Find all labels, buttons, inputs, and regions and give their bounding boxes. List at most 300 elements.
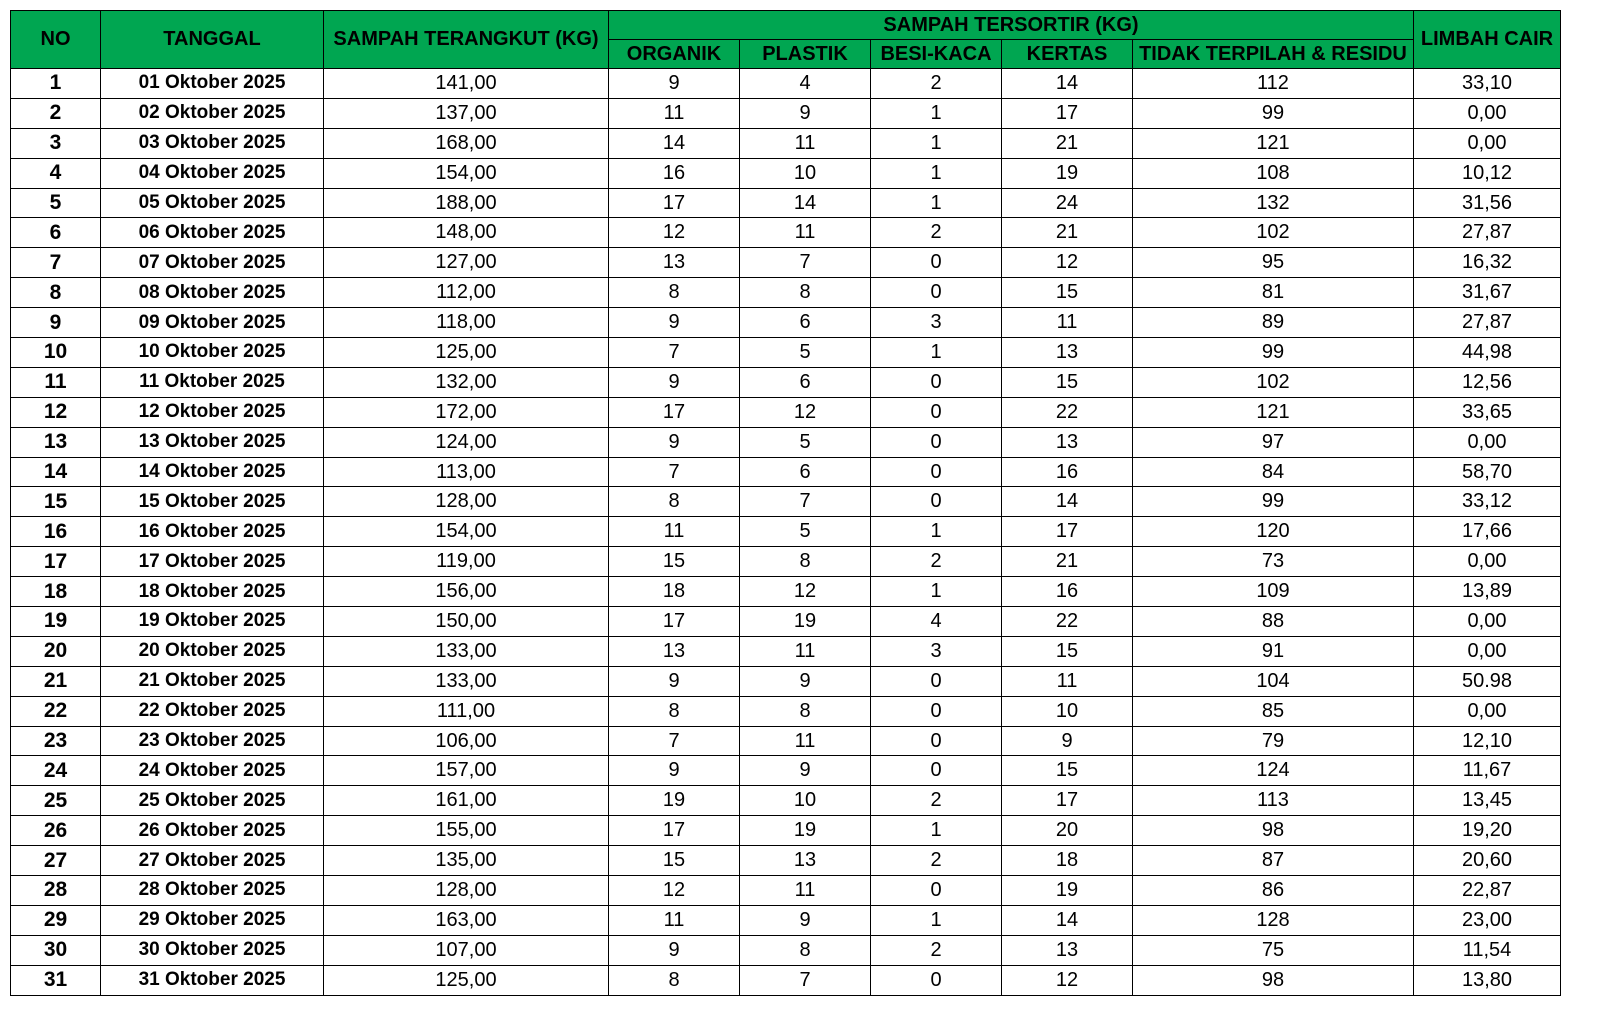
cell-limbah-cair: 19,20 xyxy=(1414,816,1561,846)
cell-kertas: 12 xyxy=(1002,965,1133,995)
cell-besi-kaca: 0 xyxy=(871,756,1002,786)
cell-limbah-cair: 22,87 xyxy=(1414,876,1561,906)
cell-tanggal: 25 Oktober 2025 xyxy=(101,786,324,816)
cell-tanggal: 15 Oktober 2025 xyxy=(101,487,324,517)
cell-organik: 8 xyxy=(609,696,740,726)
cell-kertas: 13 xyxy=(1002,427,1133,457)
cell-besi-kaca: 3 xyxy=(871,636,1002,666)
cell-sampah-terangkut: 128,00 xyxy=(324,487,609,517)
cell-sampah-terangkut: 125,00 xyxy=(324,965,609,995)
cell-no: 19 xyxy=(11,607,101,637)
cell-no: 12 xyxy=(11,397,101,427)
cell-plastik: 8 xyxy=(740,935,871,965)
table-row xyxy=(11,696,1561,726)
cell-tanggal: 12 Oktober 2025 xyxy=(101,397,324,427)
table-row xyxy=(11,756,1561,786)
cell-sampah-terangkut: 119,00 xyxy=(324,547,609,577)
cell-limbah-cair: 20,60 xyxy=(1414,846,1561,876)
cell-limbah-cair: 33,12 xyxy=(1414,487,1561,517)
cell-no: 30 xyxy=(11,935,101,965)
table-row xyxy=(11,547,1561,577)
cell-tidak-terpilah: 112 xyxy=(1133,69,1414,99)
table-row xyxy=(11,726,1561,756)
cell-plastik: 13 xyxy=(740,846,871,876)
cell-organik: 9 xyxy=(609,367,740,397)
cell-kertas: 15 xyxy=(1002,367,1133,397)
cell-plastik: 10 xyxy=(740,786,871,816)
cell-limbah-cair: 27,87 xyxy=(1414,218,1561,248)
table-row xyxy=(11,158,1561,188)
cell-tidak-terpilah: 98 xyxy=(1133,965,1414,995)
table-row xyxy=(11,98,1561,128)
cell-no: 18 xyxy=(11,577,101,607)
cell-besi-kaca: 1 xyxy=(871,577,1002,607)
table-row xyxy=(11,846,1561,876)
cell-sampah-terangkut: 154,00 xyxy=(324,158,609,188)
cell-limbah-cair: 0,00 xyxy=(1414,636,1561,666)
cell-besi-kaca: 1 xyxy=(871,128,1002,158)
cell-tidak-terpilah: 109 xyxy=(1133,577,1414,607)
cell-besi-kaca: 0 xyxy=(871,666,1002,696)
cell-kertas: 13 xyxy=(1002,338,1133,368)
table-row xyxy=(11,786,1561,816)
cell-sampah-terangkut: 155,00 xyxy=(324,816,609,846)
cell-no: 10 xyxy=(11,338,101,368)
cell-besi-kaca: 3 xyxy=(871,308,1002,338)
cell-limbah-cair: 13,45 xyxy=(1414,786,1561,816)
cell-besi-kaca: 2 xyxy=(871,69,1002,99)
cell-organik: 11 xyxy=(609,517,740,547)
cell-no: 15 xyxy=(11,487,101,517)
cell-tanggal: 05 Oktober 2025 xyxy=(101,188,324,218)
cell-tidak-terpilah: 84 xyxy=(1133,457,1414,487)
cell-no: 17 xyxy=(11,547,101,577)
cell-sampah-terangkut: 127,00 xyxy=(324,248,609,278)
cell-tanggal: 10 Oktober 2025 xyxy=(101,338,324,368)
cell-besi-kaca: 0 xyxy=(871,248,1002,278)
cell-sampah-terangkut: 163,00 xyxy=(324,905,609,935)
cell-tanggal: 26 Oktober 2025 xyxy=(101,816,324,846)
cell-limbah-cair: 17,66 xyxy=(1414,517,1561,547)
cell-plastik: 11 xyxy=(740,636,871,666)
cell-organik: 11 xyxy=(609,98,740,128)
cell-plastik: 6 xyxy=(740,457,871,487)
cell-plastik: 9 xyxy=(740,666,871,696)
cell-limbah-cair: 0,00 xyxy=(1414,547,1561,577)
cell-no: 24 xyxy=(11,756,101,786)
cell-no: 9 xyxy=(11,308,101,338)
cell-tanggal: 21 Oktober 2025 xyxy=(101,666,324,696)
cell-limbah-cair: 16,32 xyxy=(1414,248,1561,278)
header-kertas: KERTAS xyxy=(1002,40,1133,69)
cell-kertas: 24 xyxy=(1002,188,1133,218)
table-row xyxy=(11,816,1561,846)
cell-organik: 17 xyxy=(609,188,740,218)
cell-sampah-terangkut: 125,00 xyxy=(324,338,609,368)
cell-tanggal: 13 Oktober 2025 xyxy=(101,427,324,457)
cell-tanggal: 07 Oktober 2025 xyxy=(101,248,324,278)
table-row xyxy=(11,367,1561,397)
cell-sampah-terangkut: 157,00 xyxy=(324,756,609,786)
cell-no: 22 xyxy=(11,696,101,726)
cell-tidak-terpilah: 89 xyxy=(1133,308,1414,338)
cell-tanggal: 11 Oktober 2025 xyxy=(101,367,324,397)
table-row xyxy=(11,487,1561,517)
cell-besi-kaca: 0 xyxy=(871,278,1002,308)
cell-tanggal: 02 Oktober 2025 xyxy=(101,98,324,128)
cell-organik: 17 xyxy=(609,607,740,637)
cell-tanggal: 18 Oktober 2025 xyxy=(101,577,324,607)
cell-tanggal: 01 Oktober 2025 xyxy=(101,69,324,99)
cell-kertas: 21 xyxy=(1002,128,1133,158)
cell-plastik: 12 xyxy=(740,577,871,607)
cell-tidak-terpilah: 121 xyxy=(1133,397,1414,427)
cell-kertas: 17 xyxy=(1002,98,1133,128)
cell-plastik: 6 xyxy=(740,367,871,397)
cell-tanggal: 03 Oktober 2025 xyxy=(101,128,324,158)
cell-sampah-terangkut: 161,00 xyxy=(324,786,609,816)
cell-no: 5 xyxy=(11,188,101,218)
cell-besi-kaca: 1 xyxy=(871,905,1002,935)
table-row xyxy=(11,128,1561,158)
cell-organik: 9 xyxy=(609,666,740,696)
cell-organik: 7 xyxy=(609,338,740,368)
cell-limbah-cair: 44,98 xyxy=(1414,338,1561,368)
cell-kertas: 13 xyxy=(1002,935,1133,965)
cell-organik: 9 xyxy=(609,756,740,786)
cell-besi-kaca: 0 xyxy=(871,397,1002,427)
cell-sampah-terangkut: 150,00 xyxy=(324,607,609,637)
header-plastik: PLASTIK xyxy=(740,40,871,69)
cell-tanggal: 23 Oktober 2025 xyxy=(101,726,324,756)
cell-organik: 12 xyxy=(609,218,740,248)
cell-plastik: 12 xyxy=(740,397,871,427)
cell-tidak-terpilah: 85 xyxy=(1133,696,1414,726)
header-besi-kaca: BESI-KACA xyxy=(871,40,1002,69)
cell-kertas: 11 xyxy=(1002,666,1133,696)
cell-organik: 15 xyxy=(609,846,740,876)
cell-organik: 9 xyxy=(609,308,740,338)
cell-sampah-terangkut: 133,00 xyxy=(324,666,609,696)
cell-kertas: 17 xyxy=(1002,517,1133,547)
cell-besi-kaca: 0 xyxy=(871,726,1002,756)
cell-organik: 14 xyxy=(609,128,740,158)
cell-plastik: 10 xyxy=(740,158,871,188)
cell-limbah-cair: 0,00 xyxy=(1414,128,1561,158)
cell-kertas: 21 xyxy=(1002,547,1133,577)
table-row xyxy=(11,636,1561,666)
cell-no: 20 xyxy=(11,636,101,666)
cell-limbah-cair: 13,80 xyxy=(1414,965,1561,995)
cell-no: 23 xyxy=(11,726,101,756)
header-no: NO xyxy=(11,11,101,69)
cell-limbah-cair: 0,00 xyxy=(1414,98,1561,128)
cell-plastik: 11 xyxy=(740,876,871,906)
cell-tidak-terpilah: 95 xyxy=(1133,248,1414,278)
cell-tidak-terpilah: 132 xyxy=(1133,188,1414,218)
cell-sampah-terangkut: 141,00 xyxy=(324,69,609,99)
cell-organik: 16 xyxy=(609,158,740,188)
cell-no: 28 xyxy=(11,876,101,906)
cell-sampah-terangkut: 168,00 xyxy=(324,128,609,158)
cell-kertas: 15 xyxy=(1002,636,1133,666)
cell-limbah-cair: 33,65 xyxy=(1414,397,1561,427)
cell-kertas: 22 xyxy=(1002,607,1133,637)
cell-no: 21 xyxy=(11,666,101,696)
cell-plastik: 7 xyxy=(740,965,871,995)
cell-besi-kaca: 0 xyxy=(871,876,1002,906)
cell-sampah-terangkut: 112,00 xyxy=(324,278,609,308)
cell-plastik: 5 xyxy=(740,338,871,368)
cell-plastik: 5 xyxy=(740,427,871,457)
table-row xyxy=(11,577,1561,607)
cell-tanggal: 28 Oktober 2025 xyxy=(101,876,324,906)
cell-tidak-terpilah: 81 xyxy=(1133,278,1414,308)
cell-tidak-terpilah: 86 xyxy=(1133,876,1414,906)
cell-kertas: 21 xyxy=(1002,218,1133,248)
cell-limbah-cair: 33,10 xyxy=(1414,69,1561,99)
cell-tidak-terpilah: 124 xyxy=(1133,756,1414,786)
cell-tidak-terpilah: 104 xyxy=(1133,666,1414,696)
cell-sampah-terangkut: 113,00 xyxy=(324,457,609,487)
cell-plastik: 5 xyxy=(740,517,871,547)
table-row xyxy=(11,965,1561,995)
cell-no: 1 xyxy=(11,69,101,99)
header-sampah-tersortir: SAMPAH TERSORTIR (KG) xyxy=(609,11,1414,40)
cell-tidak-terpilah: 99 xyxy=(1133,98,1414,128)
cell-limbah-cair: 50.98 xyxy=(1414,666,1561,696)
cell-organik: 17 xyxy=(609,397,740,427)
cell-plastik: 9 xyxy=(740,905,871,935)
cell-no: 2 xyxy=(11,98,101,128)
cell-tanggal: 30 Oktober 2025 xyxy=(101,935,324,965)
cell-tanggal: 08 Oktober 2025 xyxy=(101,278,324,308)
cell-no: 8 xyxy=(11,278,101,308)
cell-kertas: 18 xyxy=(1002,846,1133,876)
cell-organik: 12 xyxy=(609,876,740,906)
cell-besi-kaca: 0 xyxy=(871,367,1002,397)
cell-tanggal: 04 Oktober 2025 xyxy=(101,158,324,188)
cell-besi-kaca: 2 xyxy=(871,218,1002,248)
cell-organik: 13 xyxy=(609,248,740,278)
cell-plastik: 11 xyxy=(740,128,871,158)
cell-kertas: 12 xyxy=(1002,248,1133,278)
cell-besi-kaca: 4 xyxy=(871,607,1002,637)
cell-plastik: 19 xyxy=(740,816,871,846)
cell-sampah-terangkut: 132,00 xyxy=(324,367,609,397)
cell-besi-kaca: 1 xyxy=(871,517,1002,547)
cell-sampah-terangkut: 124,00 xyxy=(324,427,609,457)
cell-no: 27 xyxy=(11,846,101,876)
table-row xyxy=(11,666,1561,696)
cell-plastik: 9 xyxy=(740,756,871,786)
cell-kertas: 20 xyxy=(1002,816,1133,846)
header-tanggal: TANGGAL xyxy=(101,11,324,69)
cell-limbah-cair: 12,56 xyxy=(1414,367,1561,397)
cell-plastik: 11 xyxy=(740,726,871,756)
cell-organik: 13 xyxy=(609,636,740,666)
table-row xyxy=(11,876,1561,906)
table-header xyxy=(11,11,1561,69)
table-row xyxy=(11,278,1561,308)
cell-limbah-cair: 13,89 xyxy=(1414,577,1561,607)
cell-tidak-terpilah: 75 xyxy=(1133,935,1414,965)
cell-tidak-terpilah: 87 xyxy=(1133,846,1414,876)
table-row xyxy=(11,188,1561,218)
cell-kertas: 11 xyxy=(1002,308,1133,338)
cell-besi-kaca: 1 xyxy=(871,158,1002,188)
cell-kertas: 15 xyxy=(1002,278,1133,308)
table-row xyxy=(11,218,1561,248)
cell-tanggal: 19 Oktober 2025 xyxy=(101,607,324,637)
cell-besi-kaca: 0 xyxy=(871,487,1002,517)
cell-sampah-terangkut: 137,00 xyxy=(324,98,609,128)
cell-kertas: 9 xyxy=(1002,726,1133,756)
cell-kertas: 19 xyxy=(1002,158,1133,188)
cell-tanggal: 24 Oktober 2025 xyxy=(101,756,324,786)
cell-organik: 8 xyxy=(609,965,740,995)
cell-tanggal: 27 Oktober 2025 xyxy=(101,846,324,876)
cell-sampah-terangkut: 135,00 xyxy=(324,846,609,876)
table-row xyxy=(11,69,1561,99)
cell-organik: 15 xyxy=(609,547,740,577)
cell-sampah-terangkut: 128,00 xyxy=(324,876,609,906)
cell-sampah-terangkut: 106,00 xyxy=(324,726,609,756)
cell-tanggal: 22 Oktober 2025 xyxy=(101,696,324,726)
cell-besi-kaca: 2 xyxy=(871,935,1002,965)
cell-tidak-terpilah: 79 xyxy=(1133,726,1414,756)
cell-tidak-terpilah: 102 xyxy=(1133,367,1414,397)
cell-organik: 17 xyxy=(609,816,740,846)
cell-plastik: 7 xyxy=(740,487,871,517)
cell-no: 4 xyxy=(11,158,101,188)
cell-no: 6 xyxy=(11,218,101,248)
cell-limbah-cair: 23,00 xyxy=(1414,905,1561,935)
cell-besi-kaca: 0 xyxy=(871,965,1002,995)
cell-tanggal: 29 Oktober 2025 xyxy=(101,905,324,935)
cell-no: 7 xyxy=(11,248,101,278)
cell-besi-kaca: 1 xyxy=(871,338,1002,368)
cell-kertas: 10 xyxy=(1002,696,1133,726)
cell-tidak-terpilah: 73 xyxy=(1133,547,1414,577)
cell-tidak-terpilah: 120 xyxy=(1133,517,1414,547)
cell-besi-kaca: 1 xyxy=(871,98,1002,128)
cell-tidak-terpilah: 99 xyxy=(1133,338,1414,368)
table-row xyxy=(11,517,1561,547)
cell-kertas: 16 xyxy=(1002,457,1133,487)
cell-plastik: 11 xyxy=(740,218,871,248)
cell-kertas: 19 xyxy=(1002,876,1133,906)
header-organik: ORGANIK xyxy=(609,40,740,69)
cell-organik: 7 xyxy=(609,726,740,756)
cell-tidak-terpilah: 91 xyxy=(1133,636,1414,666)
cell-sampah-terangkut: 172,00 xyxy=(324,397,609,427)
cell-tanggal: 14 Oktober 2025 xyxy=(101,457,324,487)
cell-no: 25 xyxy=(11,786,101,816)
cell-sampah-terangkut: 188,00 xyxy=(324,188,609,218)
table-row xyxy=(11,248,1561,278)
cell-kertas: 22 xyxy=(1002,397,1133,427)
cell-organik: 8 xyxy=(609,278,740,308)
table-row xyxy=(11,607,1561,637)
cell-tidak-terpilah: 97 xyxy=(1133,427,1414,457)
cell-besi-kaca: 0 xyxy=(871,696,1002,726)
cell-no: 31 xyxy=(11,965,101,995)
cell-plastik: 6 xyxy=(740,308,871,338)
header-limbah-cair: LIMBAH CAIR xyxy=(1414,11,1561,69)
cell-tidak-terpilah: 128 xyxy=(1133,905,1414,935)
cell-organik: 11 xyxy=(609,905,740,935)
table-body xyxy=(11,69,1561,996)
cell-kertas: 14 xyxy=(1002,69,1133,99)
cell-limbah-cair: 11,54 xyxy=(1414,935,1561,965)
cell-tidak-terpilah: 102 xyxy=(1133,218,1414,248)
cell-limbah-cair: 10,12 xyxy=(1414,158,1561,188)
cell-plastik: 4 xyxy=(740,69,871,99)
cell-tidak-terpilah: 98 xyxy=(1133,816,1414,846)
cell-kertas: 17 xyxy=(1002,786,1133,816)
cell-limbah-cair: 12,10 xyxy=(1414,726,1561,756)
cell-limbah-cair: 58,70 xyxy=(1414,457,1561,487)
cell-no: 3 xyxy=(11,128,101,158)
table-row xyxy=(11,308,1561,338)
cell-plastik: 19 xyxy=(740,607,871,637)
cell-limbah-cair: 31,67 xyxy=(1414,278,1561,308)
table-row xyxy=(11,457,1561,487)
cell-sampah-terangkut: 133,00 xyxy=(324,636,609,666)
cell-sampah-terangkut: 148,00 xyxy=(324,218,609,248)
cell-sampah-terangkut: 107,00 xyxy=(324,935,609,965)
cell-besi-kaca: 1 xyxy=(871,188,1002,218)
cell-limbah-cair: 0,00 xyxy=(1414,696,1561,726)
header-tidak-terpilah: TIDAK TERPILAH & RESIDU xyxy=(1133,40,1414,69)
cell-organik: 9 xyxy=(609,427,740,457)
cell-tanggal: 31 Oktober 2025 xyxy=(101,965,324,995)
cell-tanggal: 17 Oktober 2025 xyxy=(101,547,324,577)
cell-kertas: 16 xyxy=(1002,577,1133,607)
table-row xyxy=(11,935,1561,965)
cell-organik: 7 xyxy=(609,457,740,487)
cell-limbah-cair: 27,87 xyxy=(1414,308,1561,338)
cell-organik: 19 xyxy=(609,786,740,816)
cell-plastik: 8 xyxy=(740,278,871,308)
cell-limbah-cair: 31,56 xyxy=(1414,188,1561,218)
cell-no: 29 xyxy=(11,905,101,935)
table-row xyxy=(11,397,1561,427)
cell-no: 11 xyxy=(11,367,101,397)
table-row xyxy=(11,427,1561,457)
cell-besi-kaca: 0 xyxy=(871,427,1002,457)
cell-sampah-terangkut: 118,00 xyxy=(324,308,609,338)
cell-organik: 9 xyxy=(609,69,740,99)
cell-besi-kaca: 2 xyxy=(871,547,1002,577)
cell-no: 16 xyxy=(11,517,101,547)
cell-tidak-terpilah: 113 xyxy=(1133,786,1414,816)
cell-kertas: 14 xyxy=(1002,905,1133,935)
cell-sampah-terangkut: 111,00 xyxy=(324,696,609,726)
cell-tanggal: 09 Oktober 2025 xyxy=(101,308,324,338)
cell-plastik: 8 xyxy=(740,696,871,726)
cell-limbah-cair: 0,00 xyxy=(1414,607,1561,637)
cell-besi-kaca: 0 xyxy=(871,457,1002,487)
cell-besi-kaca: 2 xyxy=(871,846,1002,876)
cell-plastik: 9 xyxy=(740,98,871,128)
cell-tidak-terpilah: 99 xyxy=(1133,487,1414,517)
cell-no: 26 xyxy=(11,816,101,846)
cell-tanggal: 16 Oktober 2025 xyxy=(101,517,324,547)
cell-kertas: 14 xyxy=(1002,487,1133,517)
cell-limbah-cair: 11,67 xyxy=(1414,756,1561,786)
